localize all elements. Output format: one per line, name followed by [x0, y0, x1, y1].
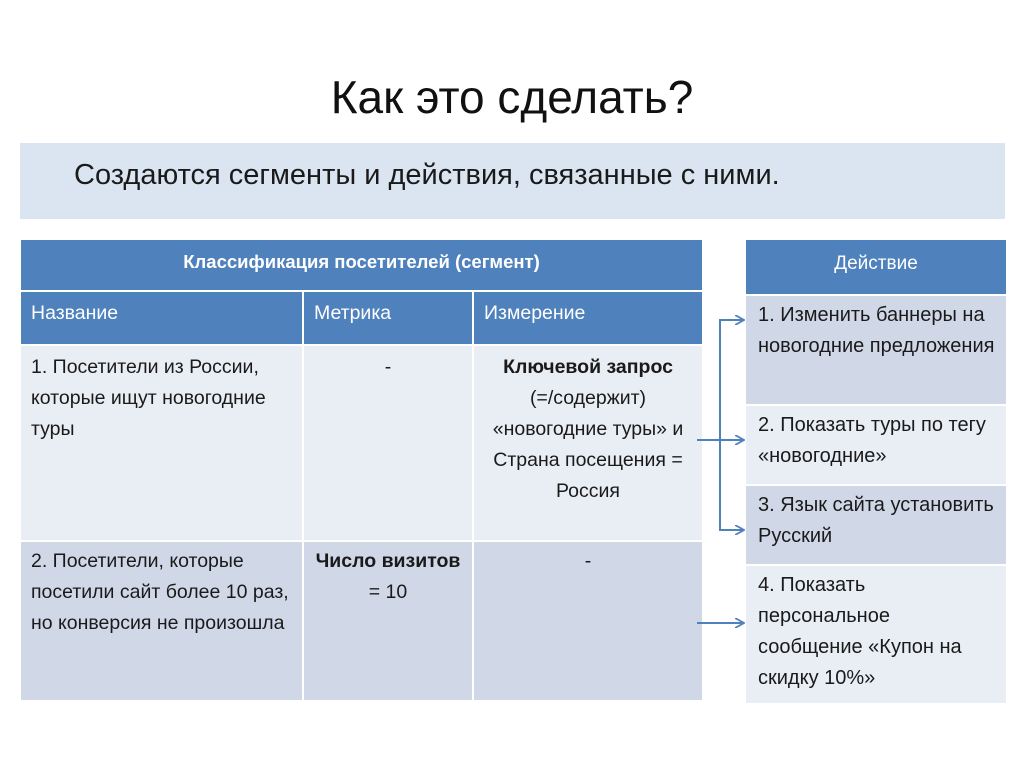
- action-item-3: 3. Язык сайта установить Русский: [745, 485, 1007, 565]
- column-header-name: Название: [20, 291, 303, 345]
- slide-title: Как это сделать?: [330, 71, 694, 123]
- segments-table-header: Классификация посетителей (сегмент): [20, 239, 703, 291]
- actions-table: [744, 238, 1008, 705]
- action-item-2: 2. Показать туры по тегу «новогодние»: [745, 405, 1007, 485]
- action-item-4: 4. Показать персональное сообщение «Купон на скидку 10%»: [745, 565, 1007, 704]
- arrow-to-action-1: [720, 320, 743, 440]
- segments-table: [19, 238, 704, 702]
- action-item-1: 1. Изменить баннеры на новогодние предложения: [745, 295, 1007, 405]
- segment-2-metric-value: = 10: [368, 581, 408, 603]
- column-header-metric: Метрика: [303, 291, 473, 345]
- arrow-to-action-3: [720, 440, 743, 530]
- segment-1-name: 1. Посетители из России, которые ищут новогодние туры: [20, 345, 303, 541]
- table-row: [20, 541, 703, 701]
- segment-2-dimension: -: [473, 541, 703, 701]
- segments-columns-row: [20, 291, 703, 345]
- table-row: [20, 345, 703, 541]
- subtitle-text: Создаются сегменты и действия, связанные с ними.: [74, 159, 780, 191]
- segment-1-dimension-key: Ключевой запрос: [503, 356, 673, 378]
- subtitle-box: [20, 143, 1005, 219]
- segment-2-metric: [303, 541, 473, 701]
- actions-table-header: Действие: [745, 239, 1007, 295]
- segment-2-metric-key: Число визитов: [315, 550, 461, 572]
- segment-1-dimension: [473, 345, 703, 541]
- column-header-dimension: Измерение: [473, 291, 703, 345]
- list-item: [745, 565, 1007, 704]
- list-item: [745, 405, 1007, 485]
- list-item: [745, 295, 1007, 405]
- list-item: [745, 485, 1007, 565]
- segment-1-metric: -: [303, 345, 473, 541]
- segment-1-dimension-value: (=/содержит) «новогодние туры» и Страна посещения = Россия: [492, 387, 684, 502]
- segment-2-name: 2. Посетители, которые посетили сайт более 10 раз, но конверсия не произошла: [20, 541, 303, 701]
